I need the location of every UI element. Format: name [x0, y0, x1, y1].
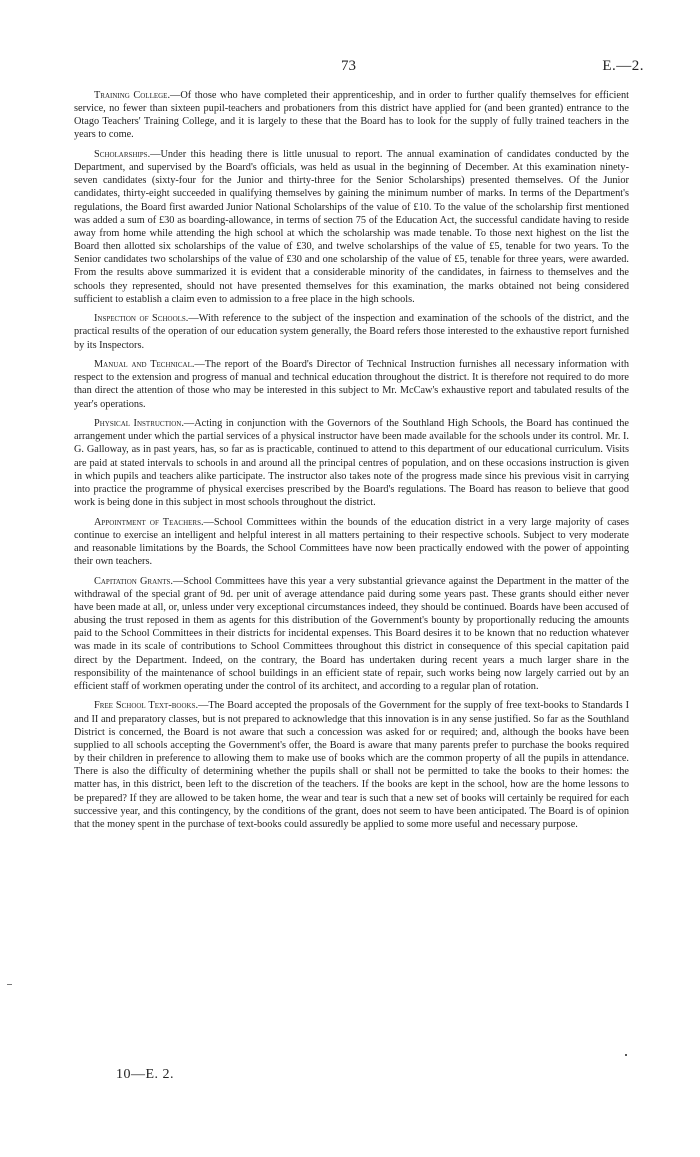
- signature-mark: 10—E. 2.: [116, 1067, 175, 1082]
- paragraph-text: —The report of the Board's Director of Technical Instruction furnishes all necessary information with respect to the extension and progress of manual and technical education throughout the district. It is therefore not required to do more than direct the attention of those who may be interested in this subject to Mr. McCaw's exhaustive report and tabulated results of the year's operations.: [74, 359, 629, 410]
- section-heading: Capitation Grants.: [94, 575, 173, 587]
- section-heading: Physical Instruction.: [94, 418, 184, 430]
- page-header: [0, 58, 700, 78]
- paragraph-text: —With reference to the subject of the inspection and examination of the schools of the district, and the practical results of the operation of our education system generally, the Board refers those interested to the exhaustive report furnished by its Inspectors.: [74, 313, 629, 351]
- section-heading: Training College.: [94, 90, 171, 101]
- section-heading: Inspection of Schools.: [94, 313, 189, 325]
- paragraph-inspection-of-schools: [74, 312, 629, 351]
- paragraph-capitation-grants: [74, 575, 629, 693]
- section-heading: Manual and Technical.: [94, 359, 195, 371]
- page-reference: E.—2.: [602, 58, 644, 74]
- paragraph-manual-and-technical: [74, 358, 629, 411]
- paragraph-appointment-of-teachers: [74, 516, 629, 569]
- paragraph-physical-instruction: [74, 417, 629, 509]
- section-heading: Free School Text-books.: [94, 700, 199, 712]
- paragraph-training-college: [74, 89, 629, 142]
- paragraph-text: —Acting in conjunction with the Governors of the Southland High Schools, the Board has continued the arrangement under which the partial services of a physical instructor have been made available for the schools under its control. Mr. I. G. Galloway, as in past years, has, so far as is practicable, continued to attend to this department of our educational curriculum. Visits are paid at stated intervals to schools in and around all the principal centres of population, and on these occasions instruction is given in which pupils and teachers alike participate. The instructor also takes note of the progress made since his previous visit in carrying into practice the programme of physical exercises prescribed by the Board's regulations. The Board has reason to believe that good work is being done in this subject in most schools throughout the district.: [74, 418, 629, 509]
- paragraph-text: —Of those who have completed their apprenticeship, and in order to further qualify themselves for efficient service, no fewer than sixteen pupil-teachers and probationers from this district have applied for (and been granted) entrance to the Otago Teachers' Training College, and it is largely to these that the Board has to look for the supply of fully trained teachers in the years to come.: [74, 90, 630, 141]
- paragraph-text: —School Committees within the bounds of the education district in a very large majority of cases continue to exercise an intelligent and helpful interest in all matters pertaining to their respective schools. Subject to very moderate and reasonable limitations by the Boards, the School Committees have now been practically endowed with the power of appointing their own teachers.: [74, 516, 629, 568]
- paragraph-free-school-text-books: [74, 699, 629, 831]
- section-heading: Appointment of Teachers.: [94, 516, 204, 528]
- margin-mark: [7, 984, 12, 985]
- paragraph-text: —Under this heading there is little unusual to report. The annual examination of candidates conducted by the Department, and supervised by the Board's officials, was held as usual in the beginning of December. At this examination ninety-seven candidates (sixty-four for the Junior and thirty-three for the Senior Scholarships) presented themselves. Of the Junior candidates, thirty-eight succeeded in qualifying themselves by gaining the minimum number of marks. In terms of the Department's regulations, the Board first awarded Junior National Scholarships of the value of £10. To the value of the scholarship first mentioned was added a sum of £30 as boarding-allowance, in terms of section 75 of the Education Act, the successful candidate having to reside away from home while attending the high school at which the scholarship was made tenable. To those next highest on the list the Board then allotted six scholarships of the value of £30, and twelve scholarships of the value of £5, tenable for two years. To the Senior candidates two scholarships of the value of £30 and one scholarship of the value of £5, tenable for three years, were awarded. From the results above summarized it is evident that a considerable minority of the candidates, in fairness to themselves and the schools they represented, should not have presented themselves for this examination, the marks obtained not being considered sufficient to establish a claim even to admission to a free place in the high schools.: [74, 149, 629, 305]
- edge-dot: [625, 1054, 627, 1056]
- page-number: 73: [341, 58, 356, 74]
- paragraph-text: —School Committees have this year a very substantial grievance against the Department in the matter of the withdrawal of the special grant of 9d. per unit of average attendance paid during some years past. These grants should either never have been made at all, or, unless under very exceptional circumstances indeed, they should be continued. Boards have been accused of abusing the trust reposed in them as agents for this distribution of the Government's bounty by proportionally reducing the amounts paid to the School Committees in their districts for incidental expenses. This Board desires it to be known that no reduction whatever was made in its scale of contributions to School Committees throughout this district in consequence of this special capitation paid direct by the Department. Indeed, on the contrary, the Board has undertaken during recent years a much larger share in the responsibility of the maintenance of school buildings in an efficient state of repair, such works being now largely carried out by an efficient staff of workmen operating under the control of its architect, and according to a regular plan of rotation.: [74, 575, 629, 692]
- paragraph-scholarships: [74, 148, 629, 306]
- section-heading: Scholarships.: [94, 149, 151, 161]
- paragraph-text: —The Board accepted the proposals of the Government for the supply of free text-books to Standards I and II and preparatory classes, but is not prepared to acknowledge that this innovation is in any sense justified. So far as the Southland District is concerned, the Board is not aware that such a concession was asked for or required; and, although the books have been supplied to all schools accepting the Government's offer, the Board is aware that many parents prefer to purchase the books required by their children in preference to allowing them to make use of books which are the common property of all the pupils in attendance. There is also the difficulty of determining whether the pupils shall or shall not be permitted to take the books to their homes: the matter has, in this district, been left to the discretion of the teachers. If the books are kept in the school, how are the home lessons to be prepared? If they are allowed to be taken home, the wear and tear is such that a new set of books will certainly be required for each successive year, and this contingency, by the conditions of the grant, does not seem to have been anticipated. The Board is of opinion that the money spent in the purchase of text-books could assuredly be applied to some more useful and necessary purpose.: [74, 700, 630, 830]
- document-body: [74, 89, 629, 837]
